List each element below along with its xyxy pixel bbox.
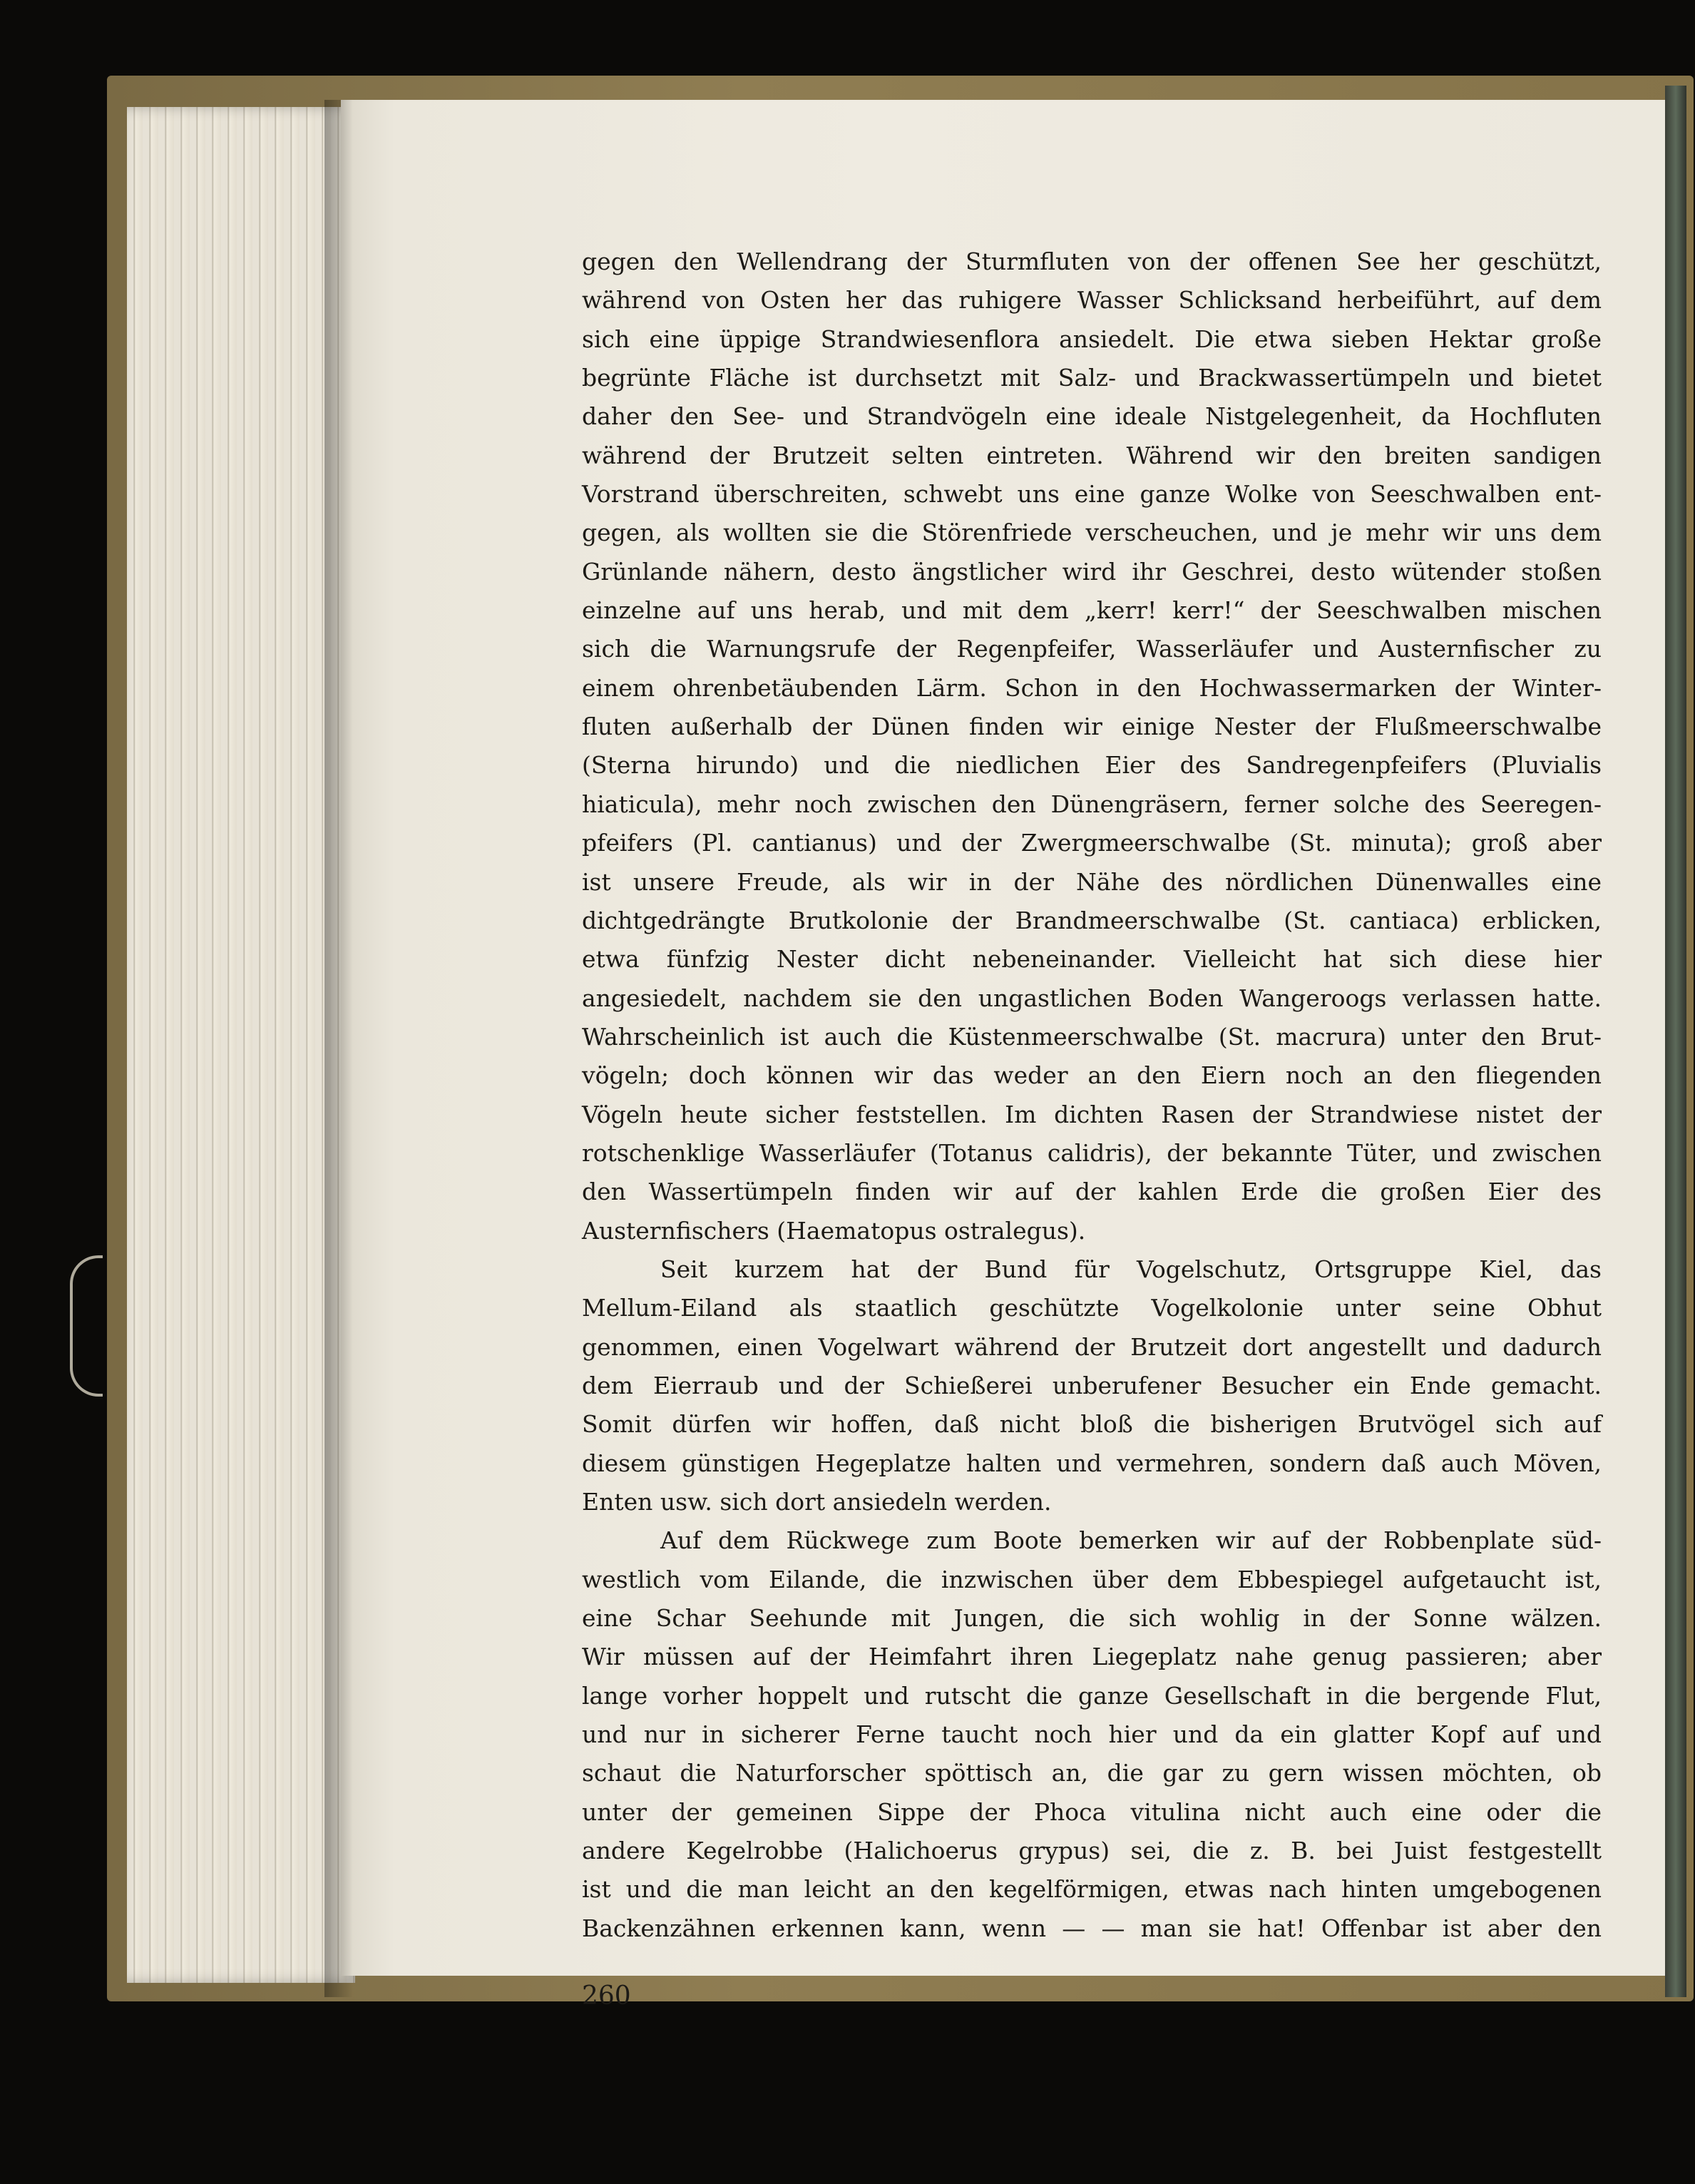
text-line: Auf dem Rückwege zum Boote bemerken wir auf der Robbenplate süd- <box>660 1526 1602 1555</box>
text-line: begrünte Fläche ist durchsetzt mit Salz- und Brackwassertümpeln und bietet <box>582 364 1602 392</box>
text-line: gegen, als wollten sie die Störenfriede verscheuchen, und je mehr wir uns dem <box>582 519 1602 547</box>
text-line: andere Kegelrobbe (Halichoerus grypus) sei, die z. B. bei Juist festgestellt <box>582 1837 1602 1865</box>
page-number: 260 <box>582 1981 631 2011</box>
text-line: Backenzähnen erkennen kann, wenn — — man sie hat! Offenbar ist aber den <box>582 1914 1602 1942</box>
text-line: angesiedelt, nachdem sie den ungastlichen Boden Wangeroogs verlassen hatte. <box>582 984 1602 1012</box>
text-line: vögeln; doch können wir das weder an den Eiern noch an den fliegenden <box>582 1061 1602 1090</box>
body-text <box>582 243 1602 1948</box>
text-line: während der Brutzeit selten eintreten. Während wir den breiten sandigen <box>582 441 1602 469</box>
text-line: dichtgedrängte Brutkolonie der Brandmeerschwalbe (St. cantiaca) erblicken, <box>582 906 1602 934</box>
text-line: und nur in sicherer Ferne taucht noch hier und da ein glatter Kopf auf und <box>582 1720 1602 1749</box>
text-line: genommen, einen Vogelwart während der Brutzeit dort angestellt und dadurch <box>582 1332 1602 1361</box>
text-line: Austernfischers (Haematopus ostralegus). <box>582 1216 1086 1245</box>
text-line: Somit dürfen wir hoffen, daß nicht bloß die bisherigen Brutvögel sich auf <box>582 1410 1602 1439</box>
text-line: Wahrscheinlich ist auch die Küstenmeerschwalbe (St. macrura) unter den Brut- <box>582 1022 1602 1051</box>
text-line: westlich vom Eilande, die inzwischen über dem Ebbespiegel aufgetaucht ist, <box>582 1565 1602 1593</box>
text-line: sich eine üppige Strandwiesenflora ansiedelt. Die etwa sieben Hektar große <box>582 325 1602 353</box>
gutter-shadow <box>324 100 353 1997</box>
text-line: hiaticula), mehr noch zwischen den Dünengräsern, ferner solche des Seeregen- <box>582 790 1602 818</box>
text-line: Grünlande nähern, desto ängstlicher wird ihr Geschrei, desto wütender stoßen <box>582 557 1602 586</box>
text-line: Mellum-Eiland als staatlich geschützte Vogelkolonie unter seine Obhut <box>582 1294 1602 1322</box>
text-line: rotschenklige Wasserläufer (Totanus calidris), der bekannte Tüter, und zwischen <box>582 1138 1602 1167</box>
page-edges <box>127 107 355 1983</box>
binding-thread <box>70 1255 103 1397</box>
text-line: sich die Warnungsrufe der Regenpfeifer, Wasserläufer und Austernfischer zu <box>582 635 1602 663</box>
text-line: diesem günstigen Hegeplatze halten und vermehren, sondern daß auch Möven, <box>582 1449 1602 1477</box>
text-line: pfeifers (Pl. cantianus) und der Zwergmeerschwalbe (St. minuta); groß aber <box>582 829 1602 857</box>
text-line: ist und die man leicht an den kegelförmigen, etwas nach hinten umgebogenen <box>582 1875 1602 1904</box>
text-line: Enten usw. sich dort ansiedeln werden. <box>582 1488 1052 1516</box>
text-line: dem Eierraub und der Schießerei unberufener Besucher ein Ende gemacht. <box>582 1371 1602 1399</box>
text-line: Seit kurzem hat der Bund für Vogelschutz, Ortsgruppe Kiel, das <box>660 1255 1602 1283</box>
facing-page-edge <box>1665 86 1686 1997</box>
text-line: Vögeln heute sicher feststellen. Im dichten Rasen der Strandwiese nistet der <box>582 1100 1602 1128</box>
text-line: lange vorher hoppelt und rutscht die ganze Gesellschaft in die bergende Flut, <box>582 1681 1602 1710</box>
text-line: einzelne auf uns herab, und mit dem „kerr! kerr!“ der Seeschwalben mischen <box>582 596 1602 625</box>
text-line: schaut die Naturforscher spöttisch an, die gar zu gern wissen möchten, ob <box>582 1759 1602 1787</box>
text-line: fluten außerhalb der Dünen finden wir einige Nester der Flußmeerschwalbe <box>582 713 1602 741</box>
text-line: eine Schar Seehunde mit Jungen, die sich wohlig in der Sonne wälzen. <box>582 1604 1602 1633</box>
text-line: ist unsere Freude, als wir in der Nähe des nördlichen Dünenwalles eine <box>582 867 1602 896</box>
text-line: Wir müssen auf der Heimfahrt ihren Liegeplatz nahe genug passieren; aber <box>582 1643 1602 1671</box>
text-line: einem ohrenbetäubenden Lärm. Schon in den Hochwassermarken der Winter- <box>582 673 1602 702</box>
text-line: den Wassertümpeln finden wir auf der kahlen Erde die großen Eier des <box>582 1178 1602 1206</box>
text-line: während von Osten her das ruhigere Wasser Schlicksand herbeiführt, auf dem <box>582 286 1602 315</box>
text-line: unter der gemeinen Sippe der Phoca vitulina nicht auch eine oder die <box>582 1797 1602 1826</box>
text-line: (Sterna hirundo) und die niedlichen Eier des Sandregenpfeifers (Pluvialis <box>582 751 1602 780</box>
text-line: etwa fünfzig Nester dicht nebeneinander. Vielleicht hat sich diese hier <box>582 945 1602 974</box>
text-line: Vorstrand überschreiten, schwebt uns eine ganze Wolke von Seeschwalben ent- <box>582 480 1602 509</box>
text-line: gegen den Wellendrang der Sturmfluten von der offenen See her geschützt, <box>582 248 1602 275</box>
text-line: daher den See- und Strandvögeln eine ideale Nistgelegenheit, da Hochfluten <box>582 402 1602 431</box>
